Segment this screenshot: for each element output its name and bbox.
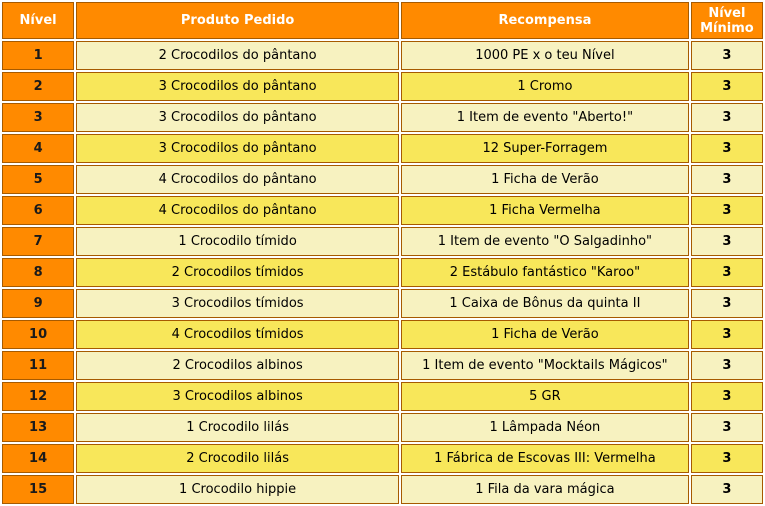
- reward-cell: 1 Ficha de Verão: [401, 165, 689, 194]
- min-level-cell: 3: [691, 196, 763, 225]
- table-row: [2, 165, 763, 194]
- product-cell: 1 Crocodilo tímido: [76, 227, 399, 256]
- table-row: [2, 227, 763, 256]
- reward-cell: 12 Super-Forragem: [401, 134, 689, 163]
- product-cell: 3 Crocodilos tímidos: [76, 289, 399, 318]
- reward-cell: 1 Ficha de Verão: [401, 320, 689, 349]
- level-cell: 10: [2, 320, 74, 349]
- level-cell: 9: [2, 289, 74, 318]
- min-level-cell: 3: [691, 444, 763, 473]
- product-cell: 4 Crocodilos do pântano: [76, 165, 399, 194]
- product-cell: 1 Crocodilo hippie: [76, 475, 399, 504]
- min-level-cell: 3: [691, 41, 763, 70]
- reward-cell: 1 Ficha Vermelha: [401, 196, 689, 225]
- product-cell: 3 Crocodilos albinos: [76, 382, 399, 411]
- product-cell: 2 Crocodilos albinos: [76, 351, 399, 380]
- table-row: [2, 41, 763, 70]
- reward-cell: 1 Lâmpada Néon: [401, 413, 689, 442]
- level-cell: 6: [2, 196, 74, 225]
- reward-cell: 1 Item de evento "O Salgadinho": [401, 227, 689, 256]
- table-row: [2, 289, 763, 318]
- min-level-cell: 3: [691, 165, 763, 194]
- product-cell: 1 Crocodilo lilás: [76, 413, 399, 442]
- product-cell: 2 Crocodilos tímidos: [76, 258, 399, 287]
- min-level-cell: 3: [691, 382, 763, 411]
- min-level-cell: 3: [691, 72, 763, 101]
- level-cell: 2: [2, 72, 74, 101]
- reward-cell: 1 Caixa de Bônus da quinta II: [401, 289, 689, 318]
- reward-cell: 1000 PE x o teu Nível: [401, 41, 689, 70]
- level-cell: 12: [2, 382, 74, 411]
- table-row: [2, 320, 763, 349]
- table-row: [2, 382, 763, 411]
- min-level-cell: 3: [691, 413, 763, 442]
- reward-cell: 5 GR: [401, 382, 689, 411]
- level-cell: 3: [2, 103, 74, 132]
- product-cell: 2 Crocodilo lilás: [76, 444, 399, 473]
- table-row: [2, 351, 763, 380]
- level-cell: 7: [2, 227, 74, 256]
- table-row: [2, 444, 763, 473]
- product-cell: 4 Crocodilos do pântano: [76, 196, 399, 225]
- product-cell: 3 Crocodilos do pântano: [76, 72, 399, 101]
- level-cell: 5: [2, 165, 74, 194]
- min-level-cell: 3: [691, 258, 763, 287]
- product-cell: 3 Crocodilos do pântano: [76, 134, 399, 163]
- table-row: [2, 258, 763, 287]
- product-cell: 2 Crocodilos do pântano: [76, 41, 399, 70]
- min-level-cell: 3: [691, 351, 763, 380]
- header-min-level-line2: Mínimo: [700, 20, 754, 36]
- reward-cell: 2 Estábulo fantástico "Karoo": [401, 258, 689, 287]
- table-row: [2, 196, 763, 225]
- table-body: [2, 41, 763, 504]
- table-row: [2, 134, 763, 163]
- level-cell: 8: [2, 258, 74, 287]
- level-cell: 11: [2, 351, 74, 380]
- min-level-cell: 3: [691, 103, 763, 132]
- product-cell: 4 Crocodilos tímidos: [76, 320, 399, 349]
- level-cell: 4: [2, 134, 74, 163]
- level-cell: 13: [2, 413, 74, 442]
- table-row: [2, 413, 763, 442]
- table-row: [2, 103, 763, 132]
- min-level-cell: 3: [691, 227, 763, 256]
- level-cell: 1: [2, 41, 74, 70]
- min-level-cell: 3: [691, 320, 763, 349]
- reward-cell: 1 Item de evento "Mocktails Mágicos": [401, 351, 689, 380]
- header-reward: Recompensa: [401, 2, 689, 39]
- reward-cell: 1 Item de evento "Aberto!": [401, 103, 689, 132]
- min-level-cell: 3: [691, 289, 763, 318]
- table-header-row: [2, 2, 763, 39]
- reward-cell: 1 Fila da vara mágica: [401, 475, 689, 504]
- product-cell: 3 Crocodilos do pântano: [76, 103, 399, 132]
- header-level: Nível: [2, 2, 74, 39]
- header-min-level-line1: Nível: [708, 5, 746, 21]
- header-product: Produto Pedido: [76, 2, 399, 39]
- level-cell: 15: [2, 475, 74, 504]
- level-cell: 14: [2, 444, 74, 473]
- min-level-cell: 3: [691, 475, 763, 504]
- header-min-level: [691, 2, 763, 39]
- min-level-cell: 3: [691, 134, 763, 163]
- reward-cell: 1 Fábrica de Escovas III: Vermelha: [401, 444, 689, 473]
- table-row: [2, 475, 763, 504]
- reward-cell: 1 Cromo: [401, 72, 689, 101]
- table-row: [2, 72, 763, 101]
